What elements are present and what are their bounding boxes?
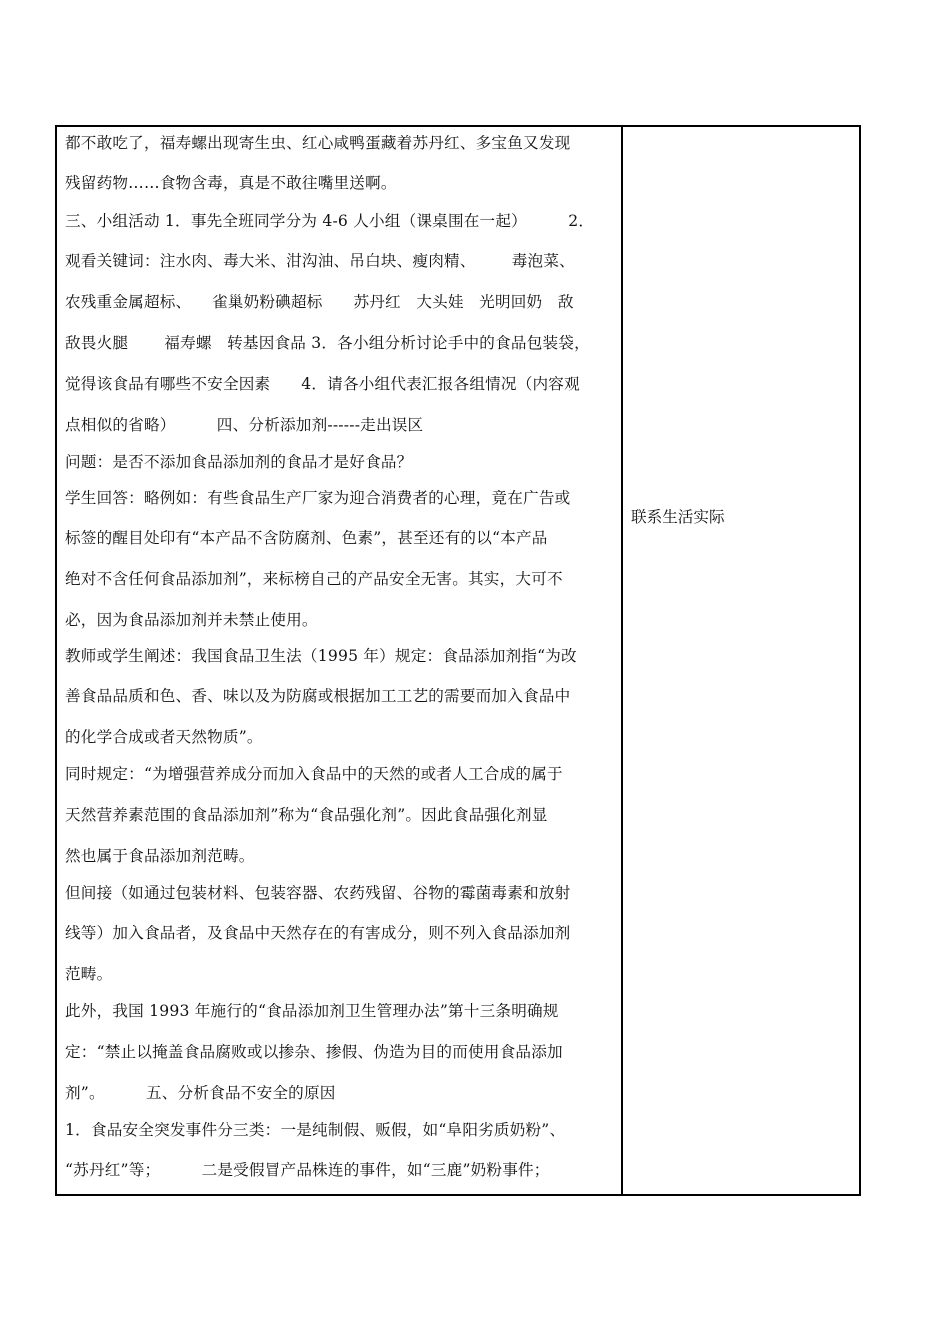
text-line: 善食品品质和色、香、味以及为防腐或根据加工工艺的需要而加入食品中 (65, 687, 571, 705)
text-line: 问题：是否不添加食品添加剂的食品才是好食品？ (65, 453, 413, 471)
text-line: 残留药物……食物含毒，真是不敢往嘴里送啊。 (65, 174, 397, 192)
text-line: 农残重金属超标、 雀巢奶粉碘超标 苏丹红 大头娃 光明回奶 敌 (65, 293, 574, 311)
text-line: 教师或学生阐述：我国食品卫生法（1995 年）规定：食品添加剂指“为改 (65, 647, 577, 665)
text-line: 三、小组活动 1．事先全班同学分为 4-6 人小组（课桌围在一起） 2． (65, 212, 595, 230)
text-line: 绝对不含任何食品添加剂”，来标榜自己的产品安全无害。其实，大可不 (65, 570, 563, 588)
text-line: 必，因为食品添加剂并未禁止使用。 (65, 611, 318, 629)
text-line: 标签的醒目处印有“本产品不含防腐剂、色素”，甚至还有的以“本产品 (65, 529, 548, 547)
text-line: 观看关键词：注水肉、毒大米、泔沟油、吊白块、瘦肉精、 毒泡菜、 (65, 252, 575, 270)
text-line: “苏丹红”等； 二是受假冒产品株连的事件，如“三鹿”奶粉事件； (65, 1161, 550, 1179)
teaching-note: 联系生活实际 (631, 508, 725, 526)
text-line: 线等）加入食品者，及食品中天然存在的有害成分，则不列入食品添加剂 (65, 924, 571, 942)
text-line: 此外，我国 1993 年施行的“食品添加剂卫生管理办法”第十三条明确规 (65, 1002, 559, 1020)
text-line: 天然营养素范围的食品添加剂”称为“食品强化剂”。因此食品强化剂显 (65, 806, 548, 824)
text-line: 点相似的省略） 四、分析添加剂------走出误区 (65, 416, 424, 434)
lesson-content-cell (57, 127, 623, 1194)
lesson-table (55, 125, 861, 1196)
text-line: 但间接（如通过包装材料、包装容器、农药残留、谷物的霉菌毒素和放射 (65, 884, 571, 902)
text-line: 剂”。 五、分析食品不安全的原因 (65, 1084, 336, 1102)
text-line: 定：“禁止以掩盖食品腐败或以掺杂、掺假、伪造为目的而使用食品添加 (65, 1043, 563, 1061)
text-line: 范畴。 (65, 965, 113, 983)
text-line: 都不敢吃了，福寿螺出现寄生虫、红心咸鸭蛋藏着苏丹红、多宝鱼又发现 (65, 134, 571, 152)
text-line: 然也属于食品添加剂范畴。 (65, 847, 255, 865)
text-line: 觉得该食品有哪些不安全因素 4．请各小组代表汇报各组情况（内容观 (65, 375, 580, 393)
teaching-note-cell (623, 127, 859, 1194)
text-line: 学生回答：略例如：有些食品生产厂家为迎合消费者的心理，竟在广告或 (65, 489, 571, 507)
text-line: 同时规定：“为增强营养成分而加入食品中的天然的或者人工合成的属于 (65, 765, 563, 783)
text-line: 1．食品安全突发事件分三类：一是纯制假、贩假，如“阜阳劣质奶粉”、 (65, 1121, 566, 1139)
text-line: 的化学合成或者天然物质”。 (65, 728, 263, 746)
text-line: 敌畏火腿 福寿螺 转基因食品 3．各小组分析讨论手中的食品包装袋， (65, 334, 590, 352)
